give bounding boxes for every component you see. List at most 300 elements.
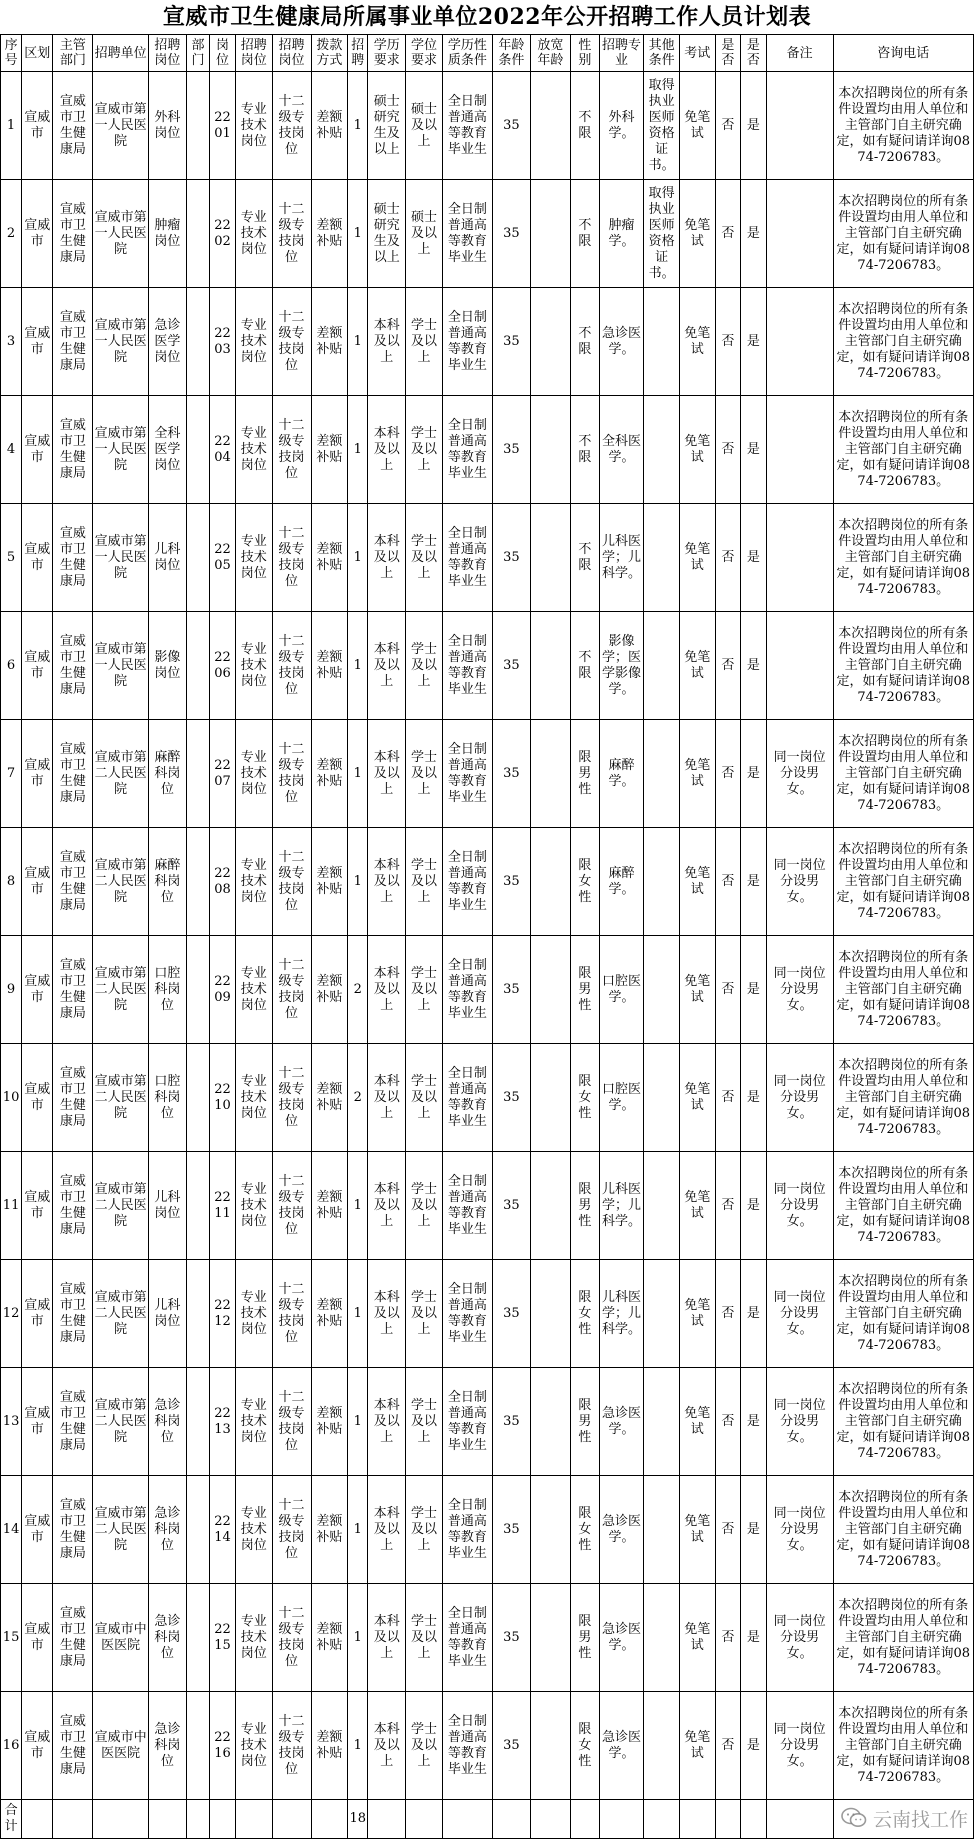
gender-cell: 不限 bbox=[570, 612, 599, 720]
yes-no-cell: 否 bbox=[715, 72, 741, 180]
major-cell: 外科学。 bbox=[599, 72, 644, 180]
other-conditions-cell bbox=[644, 1584, 680, 1692]
education-nature-cell: 全日制普通高等教育毕业生 bbox=[442, 1152, 492, 1260]
other-conditions-cell bbox=[644, 828, 680, 936]
gender-cell: 限女性 bbox=[570, 1692, 599, 1800]
post-type-cell: 专业技术岗位 bbox=[235, 1152, 272, 1260]
count-cell: 1 bbox=[348, 180, 368, 288]
division-cell bbox=[186, 1692, 209, 1800]
contact-cell: 本次招聘岗位的所有条件设置均由用人单位和主管部门自主研究确定，如有疑问请详询0874-7206783。 bbox=[833, 288, 974, 396]
post-type-cell: 专业技术岗位 bbox=[235, 72, 272, 180]
yes-no-cell: 是 bbox=[741, 612, 767, 720]
gender-cell: 限女性 bbox=[570, 1044, 599, 1152]
age-cell: 35 bbox=[492, 72, 530, 180]
yes-no-cell: 否 bbox=[715, 1368, 741, 1476]
other-conditions-cell bbox=[644, 396, 680, 504]
yes-no-cell: 是 bbox=[741, 1368, 767, 1476]
table-row bbox=[1, 1692, 974, 1800]
table-row bbox=[1, 936, 974, 1044]
unit-cell: 宣威市第二人民医院 bbox=[93, 1152, 149, 1260]
division-cell bbox=[186, 1368, 209, 1476]
degree-cell: 学士及以上 bbox=[406, 1260, 443, 1368]
education-cell: 本科及以上 bbox=[368, 1260, 406, 1368]
column-header: 招聘岗位 bbox=[272, 35, 311, 72]
row-number: 2 bbox=[1, 180, 22, 288]
education-cell: 本科及以上 bbox=[368, 1692, 406, 1800]
post-code-cell: 2210 bbox=[210, 1044, 236, 1152]
grade-cell: 十二级专技岗位 bbox=[272, 1692, 311, 1800]
funding-cell: 差额补贴 bbox=[311, 180, 348, 288]
contact-cell: 本次招聘岗位的所有条件设置均由用人单位和主管部门自主研究确定，如有疑问请详询0874-7206783。 bbox=[833, 1260, 974, 1368]
yes-no-cell: 否 bbox=[715, 612, 741, 720]
funding-cell: 差额补贴 bbox=[311, 720, 348, 828]
division-cell bbox=[186, 828, 209, 936]
column-header: 年龄条件 bbox=[492, 35, 530, 72]
row-number: 16 bbox=[1, 1692, 22, 1800]
unit-cell: 宣威市第一人民医院 bbox=[93, 288, 149, 396]
remark-cell bbox=[766, 396, 833, 504]
post-code-cell: 2215 bbox=[210, 1584, 236, 1692]
grade-cell: 十二级专技岗位 bbox=[272, 1044, 311, 1152]
education-cell: 本科及以上 bbox=[368, 1476, 406, 1584]
remark-cell bbox=[766, 72, 833, 180]
table-row bbox=[1, 1152, 974, 1260]
yes-no-cell: 否 bbox=[715, 1260, 741, 1368]
unit-cell: 宣威市第二人民医院 bbox=[93, 1260, 149, 1368]
age-cell: 35 bbox=[492, 180, 530, 288]
row-number: 15 bbox=[1, 1584, 22, 1692]
funding-cell: 差额补贴 bbox=[311, 396, 348, 504]
column-header: 性别 bbox=[570, 35, 599, 72]
empty-cell bbox=[93, 1800, 149, 1839]
contact-cell: 本次招聘岗位的所有条件设置均由用人单位和主管部门自主研究确定，如有疑问请详询0874-7206783。 bbox=[833, 936, 974, 1044]
major-cell: 口腔医学。 bbox=[599, 1044, 644, 1152]
post-code-cell: 2206 bbox=[210, 612, 236, 720]
table-body bbox=[1, 72, 974, 1839]
table-row bbox=[1, 1044, 974, 1152]
other-conditions-cell bbox=[644, 720, 680, 828]
count-cell: 1 bbox=[348, 1260, 368, 1368]
remark-cell: 同一岗位分设男女。 bbox=[766, 1044, 833, 1152]
yes-no-cell: 是 bbox=[741, 1584, 767, 1692]
age-cell: 35 bbox=[492, 396, 530, 504]
gender-cell: 限男性 bbox=[570, 1368, 599, 1476]
degree-cell: 学士及以上 bbox=[406, 288, 443, 396]
count-cell: 1 bbox=[348, 504, 368, 612]
education-nature-cell: 全日制普通高等教育毕业生 bbox=[442, 612, 492, 720]
grade-cell: 十二级专技岗位 bbox=[272, 1368, 311, 1476]
age-cell: 35 bbox=[492, 504, 530, 612]
yes-no-cell: 是 bbox=[741, 720, 767, 828]
table-row bbox=[1, 72, 974, 180]
gender-cell: 限男性 bbox=[570, 936, 599, 1044]
grade-cell: 十二级专技岗位 bbox=[272, 396, 311, 504]
empty-cell bbox=[149, 1800, 187, 1839]
funding-cell: 差额补贴 bbox=[311, 1584, 348, 1692]
yes-no-cell: 是 bbox=[741, 288, 767, 396]
degree-cell: 硕士及以上 bbox=[406, 180, 443, 288]
exam-cell: 免笔试 bbox=[679, 1584, 715, 1692]
count-cell: 1 bbox=[348, 612, 368, 720]
column-header: 是否 bbox=[741, 35, 767, 72]
watermark-text: 云南找工作 bbox=[872, 1808, 968, 1831]
count-cell: 1 bbox=[348, 720, 368, 828]
column-header: 序号 bbox=[1, 35, 22, 72]
department-cell: 宣威市卫生健康局 bbox=[53, 1044, 93, 1152]
division-cell bbox=[186, 1260, 209, 1368]
unit-cell: 宣威市第二人民医院 bbox=[93, 1476, 149, 1584]
education-cell: 本科及以上 bbox=[368, 396, 406, 504]
post-cell: 急诊科岗位 bbox=[149, 1368, 187, 1476]
post-code-cell: 2208 bbox=[210, 828, 236, 936]
major-cell: 急诊医学。 bbox=[599, 1368, 644, 1476]
count-cell: 2 bbox=[348, 936, 368, 1044]
gender-cell: 不限 bbox=[570, 396, 599, 504]
row-number: 3 bbox=[1, 288, 22, 396]
department-cell: 宣威市卫生健康局 bbox=[53, 936, 93, 1044]
other-conditions-cell bbox=[644, 612, 680, 720]
division-cell bbox=[186, 720, 209, 828]
other-conditions-cell bbox=[644, 936, 680, 1044]
row-number: 13 bbox=[1, 1368, 22, 1476]
funding-cell: 差额补贴 bbox=[311, 1260, 348, 1368]
remark-cell: 同一岗位分设男女。 bbox=[766, 1584, 833, 1692]
table-row bbox=[1, 1476, 974, 1584]
post-cell: 口腔科岗位 bbox=[149, 936, 187, 1044]
column-header: 学位要求 bbox=[406, 35, 443, 72]
exam-cell: 免笔试 bbox=[679, 396, 715, 504]
department-cell: 宣威市卫生健康局 bbox=[53, 1260, 93, 1368]
column-header: 招聘专业 bbox=[599, 35, 644, 72]
funding-cell: 差额补贴 bbox=[311, 612, 348, 720]
empty-cell bbox=[311, 1800, 348, 1839]
count-cell: 1 bbox=[348, 288, 368, 396]
column-header: 招聘 bbox=[348, 35, 368, 72]
column-header: 招聘单位 bbox=[93, 35, 149, 72]
funding-cell: 差额补贴 bbox=[311, 1368, 348, 1476]
education-cell: 本科及以上 bbox=[368, 1584, 406, 1692]
department-cell: 宣威市卫生健康局 bbox=[53, 396, 93, 504]
column-header: 咨询电话 bbox=[833, 35, 974, 72]
contact-cell: 本次招聘岗位的所有条件设置均由用人单位和主管部门自主研究确定，如有疑问请详询0874-7206783。 bbox=[833, 1476, 974, 1584]
major-cell: 全科医学。 bbox=[599, 396, 644, 504]
contact-cell: 本次招聘岗位的所有条件设置均由用人单位和主管部门自主研究确定，如有疑问请详询0874-7206783。 bbox=[833, 396, 974, 504]
gender-cell: 不限 bbox=[570, 288, 599, 396]
region-cell: 宣威市 bbox=[22, 1584, 53, 1692]
grade-cell: 十二级专技岗位 bbox=[272, 936, 311, 1044]
age-relax-cell bbox=[530, 828, 570, 936]
region-cell: 宣威市 bbox=[22, 936, 53, 1044]
education-nature-cell: 全日制普通高等教育毕业生 bbox=[442, 1584, 492, 1692]
major-cell: 口腔医学。 bbox=[599, 936, 644, 1044]
degree-cell: 学士及以上 bbox=[406, 828, 443, 936]
major-cell: 急诊医学。 bbox=[599, 1476, 644, 1584]
division-cell bbox=[186, 288, 209, 396]
yes-no-cell: 否 bbox=[715, 1584, 741, 1692]
remark-cell: 同一岗位分设男女。 bbox=[766, 828, 833, 936]
column-header: 学历要求 bbox=[368, 35, 406, 72]
table-row bbox=[1, 1260, 974, 1368]
education-nature-cell: 全日制普通高等教育毕业生 bbox=[442, 72, 492, 180]
region-cell: 宣威市 bbox=[22, 396, 53, 504]
age-relax-cell bbox=[530, 1368, 570, 1476]
funding-cell: 差额补贴 bbox=[311, 288, 348, 396]
post-type-cell: 专业技术岗位 bbox=[235, 936, 272, 1044]
age-relax-cell bbox=[530, 1584, 570, 1692]
region-cell: 宣威市 bbox=[22, 1476, 53, 1584]
header-row bbox=[1, 35, 974, 72]
age-relax-cell bbox=[530, 72, 570, 180]
age-relax-cell bbox=[530, 1152, 570, 1260]
total-row bbox=[1, 1800, 974, 1839]
department-cell: 宣威市卫生健康局 bbox=[53, 288, 93, 396]
department-cell: 宣威市卫生健康局 bbox=[53, 720, 93, 828]
contact-cell: 本次招聘岗位的所有条件设置均由用人单位和主管部门自主研究确定，如有疑问请详询0874-7206783。 bbox=[833, 1368, 974, 1476]
contact-cell: 本次招聘岗位的所有条件设置均由用人单位和主管部门自主研究确定，如有疑问请详询0874-7206783。 bbox=[833, 612, 974, 720]
major-cell: 影像学；医学影像学。 bbox=[599, 612, 644, 720]
post-cell: 麻醉科岗位 bbox=[149, 828, 187, 936]
post-cell: 全科医学岗位 bbox=[149, 396, 187, 504]
region-cell: 宣威市 bbox=[22, 1368, 53, 1476]
empty-cell bbox=[368, 1800, 406, 1839]
remark-cell: 同一岗位分设男女。 bbox=[766, 720, 833, 828]
other-conditions-cell: 取得执业医师资格证书。 bbox=[644, 72, 680, 180]
education-cell: 硕士研究生及以上 bbox=[368, 72, 406, 180]
division-cell bbox=[186, 180, 209, 288]
count-cell: 2 bbox=[348, 1044, 368, 1152]
other-conditions-cell bbox=[644, 288, 680, 396]
row-number: 11 bbox=[1, 1152, 22, 1260]
yes-no-cell: 是 bbox=[741, 828, 767, 936]
remark-cell bbox=[766, 504, 833, 612]
column-header: 是否 bbox=[715, 35, 741, 72]
unit-cell: 宣威市第一人民医院 bbox=[93, 504, 149, 612]
post-cell: 口腔科岗位 bbox=[149, 1044, 187, 1152]
degree-cell: 学士及以上 bbox=[406, 936, 443, 1044]
exam-cell: 免笔试 bbox=[679, 1152, 715, 1260]
education-nature-cell: 全日制普通高等教育毕业生 bbox=[442, 396, 492, 504]
yes-no-cell: 是 bbox=[741, 504, 767, 612]
column-header: 拨款方式 bbox=[311, 35, 348, 72]
post-code-cell: 2212 bbox=[210, 1260, 236, 1368]
gender-cell: 不限 bbox=[570, 180, 599, 288]
region-cell: 宣威市 bbox=[22, 612, 53, 720]
table-row bbox=[1, 1368, 974, 1476]
row-number: 12 bbox=[1, 1260, 22, 1368]
contact-cell: 本次招聘岗位的所有条件设置均由用人单位和主管部门自主研究确定，如有疑问请详询0874-7206783。 bbox=[833, 504, 974, 612]
division-cell bbox=[186, 396, 209, 504]
post-cell: 儿科岗位 bbox=[149, 504, 187, 612]
education-nature-cell: 全日制普通高等教育毕业生 bbox=[442, 1476, 492, 1584]
post-type-cell: 专业技术岗位 bbox=[235, 1584, 272, 1692]
post-type-cell: 专业技术岗位 bbox=[235, 180, 272, 288]
remark-cell: 同一岗位分设男女。 bbox=[766, 936, 833, 1044]
post-cell: 儿科岗位 bbox=[149, 1152, 187, 1260]
age-relax-cell bbox=[530, 288, 570, 396]
exam-cell: 免笔试 bbox=[679, 180, 715, 288]
funding-cell: 差额补贴 bbox=[311, 504, 348, 612]
unit-cell: 宣威市第二人民医院 bbox=[93, 936, 149, 1044]
empty-cell bbox=[570, 1800, 599, 1839]
age-cell: 35 bbox=[492, 612, 530, 720]
degree-cell: 学士及以上 bbox=[406, 1368, 443, 1476]
contact-cell: 本次招聘岗位的所有条件设置均由用人单位和主管部门自主研究确定，如有疑问请详询0874-7206783。 bbox=[833, 1584, 974, 1692]
degree-cell: 学士及以上 bbox=[406, 1692, 443, 1800]
remark-cell: 同一岗位分设男女。 bbox=[766, 1260, 833, 1368]
column-header: 主管部门 bbox=[53, 35, 93, 72]
column-header: 岗位 bbox=[210, 35, 236, 72]
total-count: 18 bbox=[348, 1800, 368, 1839]
gender-cell: 不限 bbox=[570, 504, 599, 612]
degree-cell: 学士及以上 bbox=[406, 720, 443, 828]
education-cell: 本科及以上 bbox=[368, 936, 406, 1044]
table-row bbox=[1, 396, 974, 504]
funding-cell: 差额补贴 bbox=[311, 1476, 348, 1584]
remark-cell: 同一岗位分设男女。 bbox=[766, 1476, 833, 1584]
empty-cell bbox=[272, 1800, 311, 1839]
unit-cell: 宣威市第一人民医院 bbox=[93, 180, 149, 288]
funding-cell: 差额补贴 bbox=[311, 936, 348, 1044]
age-cell: 35 bbox=[492, 720, 530, 828]
post-type-cell: 专业技术岗位 bbox=[235, 1368, 272, 1476]
education-nature-cell: 全日制普通高等教育毕业生 bbox=[442, 1368, 492, 1476]
post-code-cell: 2204 bbox=[210, 396, 236, 504]
contact-cell: 本次招聘岗位的所有条件设置均由用人单位和主管部门自主研究确定，如有疑问请详询0874-7206783。 bbox=[833, 1044, 974, 1152]
department-cell: 宣威市卫生健康局 bbox=[53, 1476, 93, 1584]
age-cell: 35 bbox=[492, 1692, 530, 1800]
other-conditions-cell bbox=[644, 1152, 680, 1260]
unit-cell: 宣威市第一人民医院 bbox=[93, 612, 149, 720]
major-cell: 肿瘤学。 bbox=[599, 180, 644, 288]
post-type-cell: 专业技术岗位 bbox=[235, 1260, 272, 1368]
age-relax-cell bbox=[530, 1044, 570, 1152]
post-code-cell: 2214 bbox=[210, 1476, 236, 1584]
empty-cell bbox=[186, 1800, 209, 1839]
gender-cell: 不限 bbox=[570, 72, 599, 180]
grade-cell: 十二级专技岗位 bbox=[272, 1476, 311, 1584]
recruitment-plan-table bbox=[0, 34, 974, 1839]
age-relax-cell bbox=[530, 396, 570, 504]
division-cell bbox=[186, 1584, 209, 1692]
yes-no-cell: 是 bbox=[741, 72, 767, 180]
row-number: 10 bbox=[1, 1044, 22, 1152]
post-type-cell: 专业技术岗位 bbox=[235, 720, 272, 828]
empty-cell bbox=[741, 1800, 767, 1839]
grade-cell: 十二级专技岗位 bbox=[272, 612, 311, 720]
column-header: 放宽年龄 bbox=[530, 35, 570, 72]
funding-cell: 差额补贴 bbox=[311, 1044, 348, 1152]
post-cell: 麻醉科岗位 bbox=[149, 720, 187, 828]
empty-cell bbox=[22, 1800, 53, 1839]
post-code-cell: 2207 bbox=[210, 720, 236, 828]
post-cell: 急诊医学岗位 bbox=[149, 288, 187, 396]
gender-cell: 限女性 bbox=[570, 1260, 599, 1368]
unit-cell: 宣威市第一人民医院 bbox=[93, 72, 149, 180]
yes-no-cell: 否 bbox=[715, 1044, 741, 1152]
degree-cell: 学士及以上 bbox=[406, 1152, 443, 1260]
grade-cell: 十二级专技岗位 bbox=[272, 1152, 311, 1260]
grade-cell: 十二级专技岗位 bbox=[272, 720, 311, 828]
education-cell: 本科及以上 bbox=[368, 288, 406, 396]
grade-cell: 十二级专技岗位 bbox=[272, 180, 311, 288]
age-cell: 35 bbox=[492, 1152, 530, 1260]
education-nature-cell: 全日制普通高等教育毕业生 bbox=[442, 180, 492, 288]
funding-cell: 差额补贴 bbox=[311, 828, 348, 936]
post-cell: 影像岗位 bbox=[149, 612, 187, 720]
table-row bbox=[1, 612, 974, 720]
count-cell: 1 bbox=[348, 72, 368, 180]
age-cell: 35 bbox=[492, 1260, 530, 1368]
major-cell: 麻醉学。 bbox=[599, 828, 644, 936]
row-number: 4 bbox=[1, 396, 22, 504]
grade-cell: 十二级专技岗位 bbox=[272, 504, 311, 612]
gender-cell: 限男性 bbox=[570, 720, 599, 828]
gender-cell: 限男性 bbox=[570, 1584, 599, 1692]
count-cell: 1 bbox=[348, 1692, 368, 1800]
count-cell: 1 bbox=[348, 396, 368, 504]
row-number: 5 bbox=[1, 504, 22, 612]
division-cell bbox=[186, 1044, 209, 1152]
yes-no-cell: 是 bbox=[741, 936, 767, 1044]
education-nature-cell: 全日制普通高等教育毕业生 bbox=[442, 828, 492, 936]
total-label: 合计 bbox=[1, 1800, 22, 1839]
other-conditions-cell bbox=[644, 1368, 680, 1476]
column-header: 部门 bbox=[186, 35, 209, 72]
empty-cell bbox=[644, 1800, 680, 1839]
age-cell: 35 bbox=[492, 936, 530, 1044]
education-nature-cell: 全日制普通高等教育毕业生 bbox=[442, 720, 492, 828]
region-cell: 宣威市 bbox=[22, 72, 53, 180]
region-cell: 宣威市 bbox=[22, 828, 53, 936]
empty-cell bbox=[53, 1800, 93, 1839]
age-relax-cell bbox=[530, 936, 570, 1044]
department-cell: 宣威市卫生健康局 bbox=[53, 504, 93, 612]
age-relax-cell bbox=[530, 612, 570, 720]
contact-cell: 本次招聘岗位的所有条件设置均由用人单位和主管部门自主研究确定，如有疑问请详询0874-7206783。 bbox=[833, 1692, 974, 1800]
post-type-cell: 专业技术岗位 bbox=[235, 288, 272, 396]
grade-cell: 十二级专技岗位 bbox=[272, 1260, 311, 1368]
yes-no-cell: 否 bbox=[715, 828, 741, 936]
post-cell: 急诊科岗位 bbox=[149, 1476, 187, 1584]
major-cell: 急诊医学。 bbox=[599, 1584, 644, 1692]
contact-cell: 本次招聘岗位的所有条件设置均由用人单位和主管部门自主研究确定，如有疑问请详询0874-7206783。 bbox=[833, 828, 974, 936]
age-cell: 35 bbox=[492, 288, 530, 396]
remark-cell bbox=[766, 612, 833, 720]
education-cell: 本科及以上 bbox=[368, 828, 406, 936]
education-cell: 本科及以上 bbox=[368, 612, 406, 720]
region-cell: 宣威市 bbox=[22, 180, 53, 288]
table-row bbox=[1, 828, 974, 936]
yes-no-cell: 否 bbox=[715, 720, 741, 828]
empty-cell bbox=[492, 1800, 530, 1839]
other-conditions-cell bbox=[644, 1260, 680, 1368]
yes-no-cell: 是 bbox=[741, 396, 767, 504]
region-cell: 宣威市 bbox=[22, 1692, 53, 1800]
unit-cell: 宣威市第二人民医院 bbox=[93, 828, 149, 936]
post-type-cell: 专业技术岗位 bbox=[235, 612, 272, 720]
empty-cell bbox=[679, 1800, 715, 1839]
column-header: 区划 bbox=[22, 35, 53, 72]
table-row bbox=[1, 288, 974, 396]
major-cell: 麻醉学。 bbox=[599, 720, 644, 828]
exam-cell: 免笔试 bbox=[679, 1692, 715, 1800]
department-cell: 宣威市卫生健康局 bbox=[53, 1692, 93, 1800]
education-cell: 硕士研究生及以上 bbox=[368, 180, 406, 288]
region-cell: 宣威市 bbox=[22, 504, 53, 612]
yes-no-cell: 是 bbox=[741, 1152, 767, 1260]
post-cell: 肿瘤岗位 bbox=[149, 180, 187, 288]
division-cell bbox=[186, 936, 209, 1044]
